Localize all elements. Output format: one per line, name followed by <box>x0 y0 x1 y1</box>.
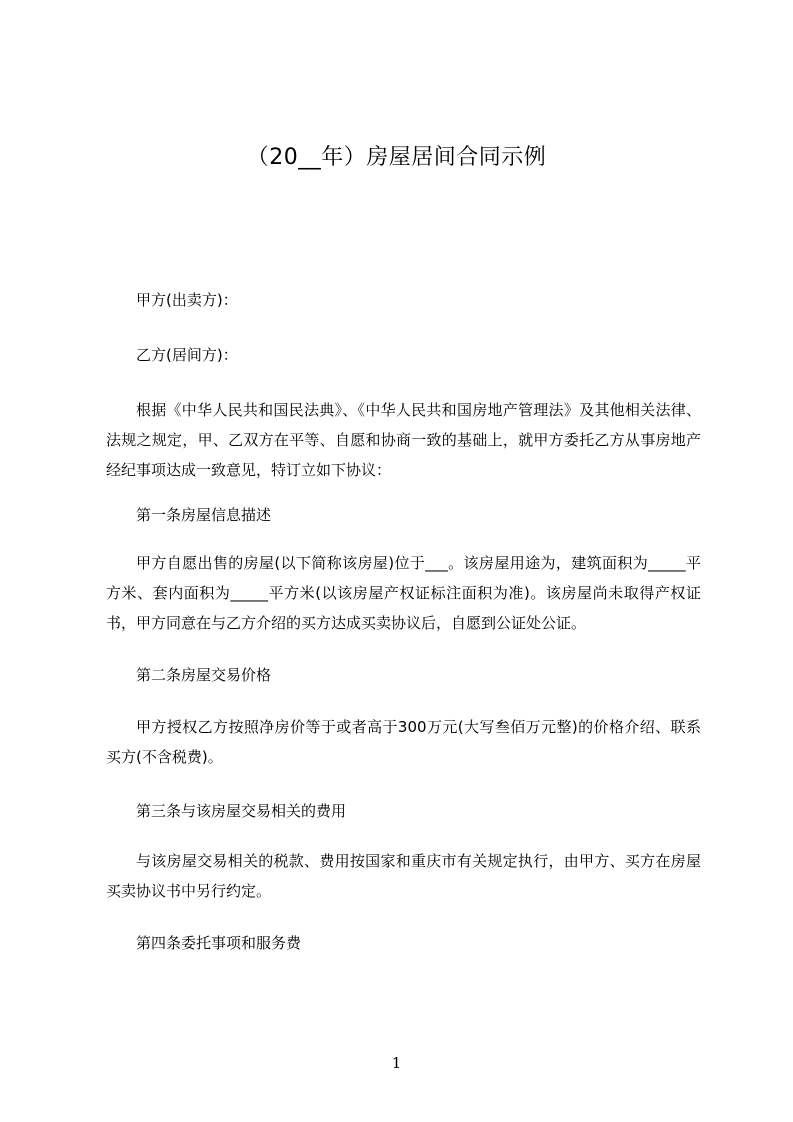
article-2-heading: 第二条房屋交易价格 <box>136 666 272 684</box>
page-number: 1 <box>391 1054 402 1072</box>
party-b-line: 乙方(居间方)： <box>136 346 238 364</box>
article-4-heading: 第四条委托事项和服务费 <box>136 934 302 952</box>
article-2-paragraph: 甲方授权乙方按照净房价等于或者高于300万元(大写叁佰万元整)的价格介绍、联系买方(不含税费)。 <box>106 718 701 766</box>
article-3-heading: 第三条与该房屋交易相关的费用 <box>136 802 347 820</box>
document-title: （20__年）房屋居间合同示例 <box>246 145 547 170</box>
preamble-paragraph: 根据《中华人民共和国民法典》、《中华人民共和国房地产管理法》及其他相关法律、法规之规定，甲、乙双方在平等、自愿和协商一致的基础上，就甲方委托乙方从事房地产经纪事项达成一致意见，特订立如下协议： <box>106 401 701 479</box>
article-1-heading: 第一条房屋信息描述 <box>136 506 272 524</box>
article-1-paragraph: 甲方自愿出售的房屋(以下简称该房屋)位于___。该房屋用途为，建筑面积为_____平方米、套内面积为_____平方米(以该房屋产权证标注面积为准)。该房屋尚未取得产权证书，甲方同意在与乙方介绍的买方达成买卖协议后，自愿到公证处公证。 <box>106 554 701 632</box>
party-a-line: 甲方(出卖方)： <box>136 291 238 309</box>
article-3-paragraph: 与该房屋交易相关的税款、费用按国家和重庆市有关规定执行，由甲方、买方在房屋买卖协议书中另行约定。 <box>106 852 701 900</box>
